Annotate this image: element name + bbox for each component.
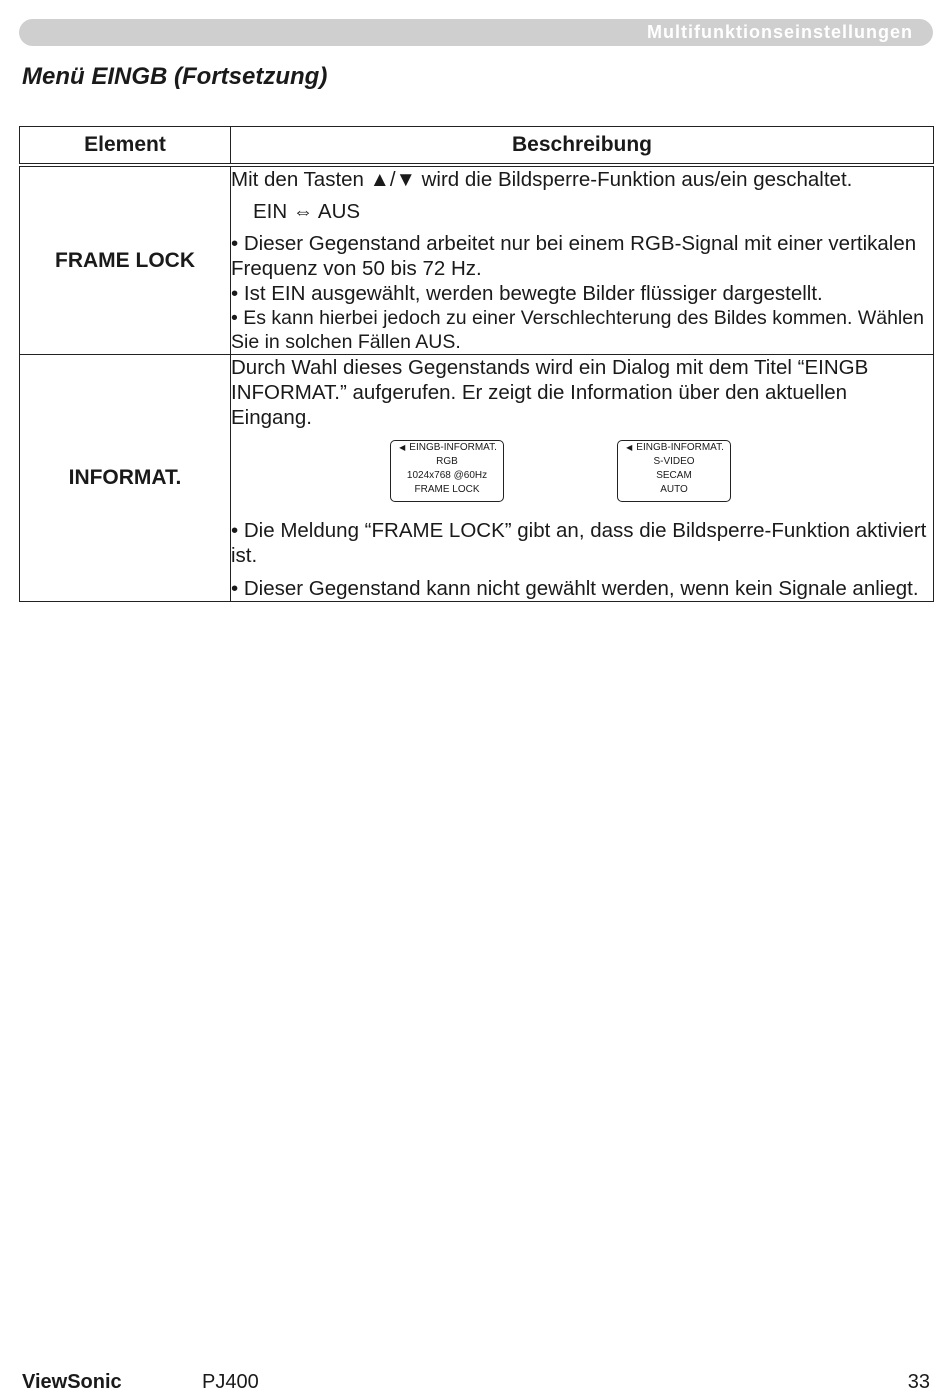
section-label: Multifunktionseinstellungen <box>647 22 913 42</box>
footer-brand: ViewSonic <box>22 1371 122 1393</box>
desc-bullet: • Ist EIN ausgewählt, werden bewegte Bilder flüssiger dargestellt. <box>231 282 823 305</box>
desc-toggle-values: EIN ⇔ AUS <box>253 200 361 223</box>
desc-bullet: • Dieser Gegenstand kann nicht gewählt werden, wenn kein Signale anliegt. <box>231 577 919 600</box>
desc-bullet: • Dieser Gegenstand arbeitet nur bei einem RGB-Signal mit einer vertikalen Frequenz von 50 bis 72 Hz. <box>231 232 917 280</box>
element-frame-lock: FRAME LOCK <box>20 165 231 355</box>
dialog-line: SECAM <box>656 470 692 481</box>
footer-model: PJ400 <box>202 1371 259 1393</box>
section-header-bar <box>19 19 933 46</box>
left-arrow-icon: ◀ <box>399 443 406 452</box>
left-arrow-icon: ◀ <box>626 443 633 452</box>
dialog-title: EINGB-INFORMAT. <box>409 442 497 453</box>
description-frame-lock <box>231 165 934 355</box>
dialog-examples <box>231 434 933 518</box>
dialog-line: AUTO <box>660 484 688 495</box>
info-dialog-svideo <box>617 440 731 502</box>
dialog-line: RGB <box>436 456 458 467</box>
desc-line: Durch Wahl dieses Gegenstands wird ein Dialog mit dem Titel “EINGB INFORMAT.” aufgerufen. Er zeigt die Information über den aktuellen Eingang. <box>231 356 869 429</box>
settings-table <box>19 126 934 602</box>
col-header-description: Beschreibung <box>231 127 934 166</box>
info-dialog-rgb <box>390 440 504 502</box>
page-number: 33 <box>907 1371 930 1393</box>
table-header-row <box>20 127 934 166</box>
col-header-element: Element <box>20 127 231 166</box>
desc-bullet: • Die Meldung “FRAME LOCK” gibt an, dass die Bildsperre-Funktion aktiviert ist. <box>231 519 927 567</box>
element-informat: INFORMAT. <box>20 355 231 602</box>
table-row-frame-lock <box>20 165 934 355</box>
dialog-title: EINGB-INFORMAT. <box>636 442 724 453</box>
dialog-line: FRAME LOCK <box>414 484 480 495</box>
page-title: Menü EINGB (Fortsetzung) <box>22 63 328 90</box>
dialog-line: S-VIDEO <box>653 456 695 467</box>
table-row-informat <box>20 355 934 602</box>
desc-bullet: • Es kann hierbei jedoch zu einer Verschlechterung des Bildes kommen. Wählen Sie in solchen Fällen AUS. <box>231 307 924 353</box>
dialog-line: 1024x768 @60Hz <box>406 470 488 481</box>
description-informat <box>231 355 934 602</box>
desc-line: Mit den Tasten ▲/▼ wird die Bildsperre-Funktion aus/ein geschaltet. <box>231 168 853 191</box>
